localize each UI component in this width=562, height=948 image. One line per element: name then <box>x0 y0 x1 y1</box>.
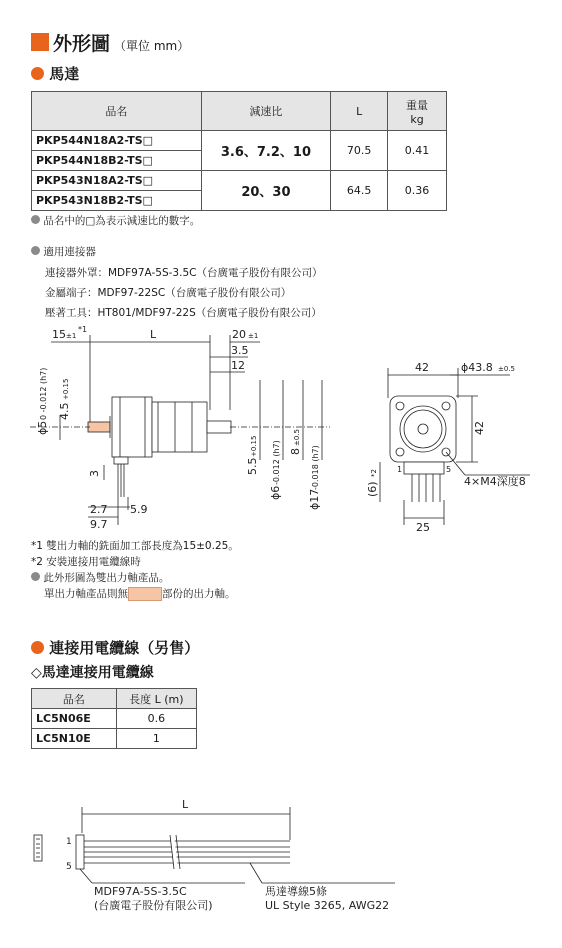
cable-length-cell: 0.6 <box>116 709 196 729</box>
model-cell: PKP544N18B2-TS□ <box>32 151 202 171</box>
dim-phi17: ϕ17 <box>308 488 321 510</box>
svg-text:1: 1 <box>397 465 403 474</box>
title-text: 外形圖 <box>53 33 111 55</box>
motor-heading-text: 馬達 <box>49 65 80 83</box>
table-row <box>32 171 447 191</box>
dim-m4: 4×M4深度8 <box>464 475 526 488</box>
svg-text:±1: ±1 <box>248 332 259 340</box>
note-star1: *1 雙出力軸的銑面加工部長度為15±0.25。 <box>31 540 239 552</box>
connector-heading: 適用連接器 <box>31 244 96 259</box>
motor-heading <box>31 63 79 84</box>
svg-text:±1: ±1 <box>66 332 77 340</box>
L-cell: 64.5 <box>331 171 388 211</box>
table-row <box>32 709 197 729</box>
dim-phi5: ϕ5 <box>36 420 49 435</box>
svg-text:*2: *2 <box>370 469 378 477</box>
cable-model-cell: LC5N10E <box>32 729 117 749</box>
ratio-cell: 3.6、7.2、10 <box>201 131 331 171</box>
svg-text:-0.012 (h7): -0.012 (h7) <box>272 440 281 485</box>
dim-5-5: 5.5 <box>246 457 259 475</box>
svg-text:+0.15: +0.15 <box>250 435 258 457</box>
dim-5-9: 5.9 <box>130 503 148 516</box>
title-unit: （單位 mm） <box>114 39 190 53</box>
dual-shaft-note: 此外形圖為雙出力軸產品。 <box>31 570 239 586</box>
cable-pin5: 5 <box>66 862 72 872</box>
L-cell: 70.5 <box>331 131 388 171</box>
cable-heading: 連接用電纜線（另售） <box>31 637 199 658</box>
dim-8: 8 <box>289 448 302 455</box>
cable-header-model: 品名 <box>32 689 117 709</box>
dim-phi43-8: ϕ43.8 <box>461 361 493 374</box>
orange-bullet-icon <box>31 641 44 654</box>
single-shaft-note: 單出力軸產品則無 部份的出力軸。 <box>44 588 236 600</box>
svg-text:-0.018 (h7): -0.018 (h7) <box>311 445 320 490</box>
dim-4-5: 4.5 <box>58 402 71 420</box>
spec-table <box>31 91 447 211</box>
gray-bullet-icon <box>31 246 40 255</box>
connector-line: 連接器外罩：MDF97A-5S-3.5C（台廣電子股份有限公司） <box>45 267 323 279</box>
dim-phi6: ϕ6 <box>269 485 282 500</box>
connector-name: MDF97A-5S-3.5C <box>94 885 187 898</box>
dim-2-7: 2.7 <box>90 503 108 516</box>
ratio-cell: 20、30 <box>201 171 331 211</box>
dim-42-top: 42 <box>415 361 429 374</box>
gray-bullet-icon <box>31 572 40 581</box>
dim-3-5: 3.5 <box>231 344 249 357</box>
highlight-swatch <box>128 587 162 601</box>
weight-cell: 0.36 <box>388 171 447 211</box>
connector-line: 金屬端子：MDF97-22SC（台廣電子股份有限公司） <box>45 287 292 299</box>
connector-maker: (台廣電子股份有限公司) <box>94 899 213 912</box>
orange-bullet-icon <box>31 67 44 80</box>
svg-text:±0.5: ±0.5 <box>498 365 515 373</box>
cable-drawing <box>0 795 562 945</box>
model-cell: PKP543N18B2-TS□ <box>32 191 202 211</box>
header-L: L <box>331 92 388 131</box>
dim-25: 25 <box>416 521 430 534</box>
connector-list <box>45 263 322 323</box>
cable-length-cell: 1 <box>116 729 196 749</box>
cable-dim-L: L <box>182 798 189 811</box>
dim-3: 3 <box>88 470 101 477</box>
note-star2: *2 安裝連接用電纜線時 <box>31 556 141 568</box>
model-cell: PKP543N18A2-TS□ <box>32 171 202 191</box>
dim-9-7: 9.7 <box>90 518 108 531</box>
dim-42-side: 42 <box>473 421 486 435</box>
cable-subheading: ◇馬達連接用電纜線 <box>31 665 154 681</box>
lead-spec: UL Style 3265, AWG22 <box>265 899 390 912</box>
svg-text:*1: *1 <box>78 325 88 334</box>
cable-table <box>31 688 197 749</box>
connector-line: 壓著工具：HT801/MDF97-22S（台廣電子股份有限公司） <box>45 307 322 319</box>
drawing-notes <box>31 538 239 602</box>
table-row <box>32 131 447 151</box>
motor-outline-drawing <box>0 320 562 535</box>
cable-header-length: 長度 L (m) <box>116 689 196 709</box>
cable-model-cell: LC5N06E <box>32 709 117 729</box>
page-title <box>53 29 189 56</box>
svg-text:0 -0.012 (h7): 0 -0.012 (h7) <box>39 367 48 420</box>
dim-6: (6) <box>366 481 379 497</box>
dim-15: 15 <box>52 328 66 341</box>
dim-20: 20 <box>232 328 246 341</box>
svg-text:5: 5 <box>446 465 452 474</box>
table-row <box>32 729 197 749</box>
header-weight: 重量 kg <box>388 92 447 131</box>
model-cell: PKP544N18A2-TS□ <box>32 131 202 151</box>
title-marker <box>31 33 49 51</box>
gray-bullet-icon <box>31 215 40 224</box>
dim-12: 12 <box>231 359 245 372</box>
svg-text:+0.15: +0.15 <box>62 378 70 400</box>
dim-L: L <box>150 328 157 341</box>
svg-text:±0.5: ±0.5 <box>293 429 301 446</box>
weight-cell: 0.41 <box>388 131 447 171</box>
cable-pin1: 1 <box>66 837 72 847</box>
header-model: 品名 <box>32 92 202 131</box>
lead-name: 馬達導線5條 <box>265 885 327 898</box>
header-ratio: 減速比 <box>201 92 331 131</box>
ratio-note: 品名中的□為表示減速比的數字。 <box>31 213 200 228</box>
